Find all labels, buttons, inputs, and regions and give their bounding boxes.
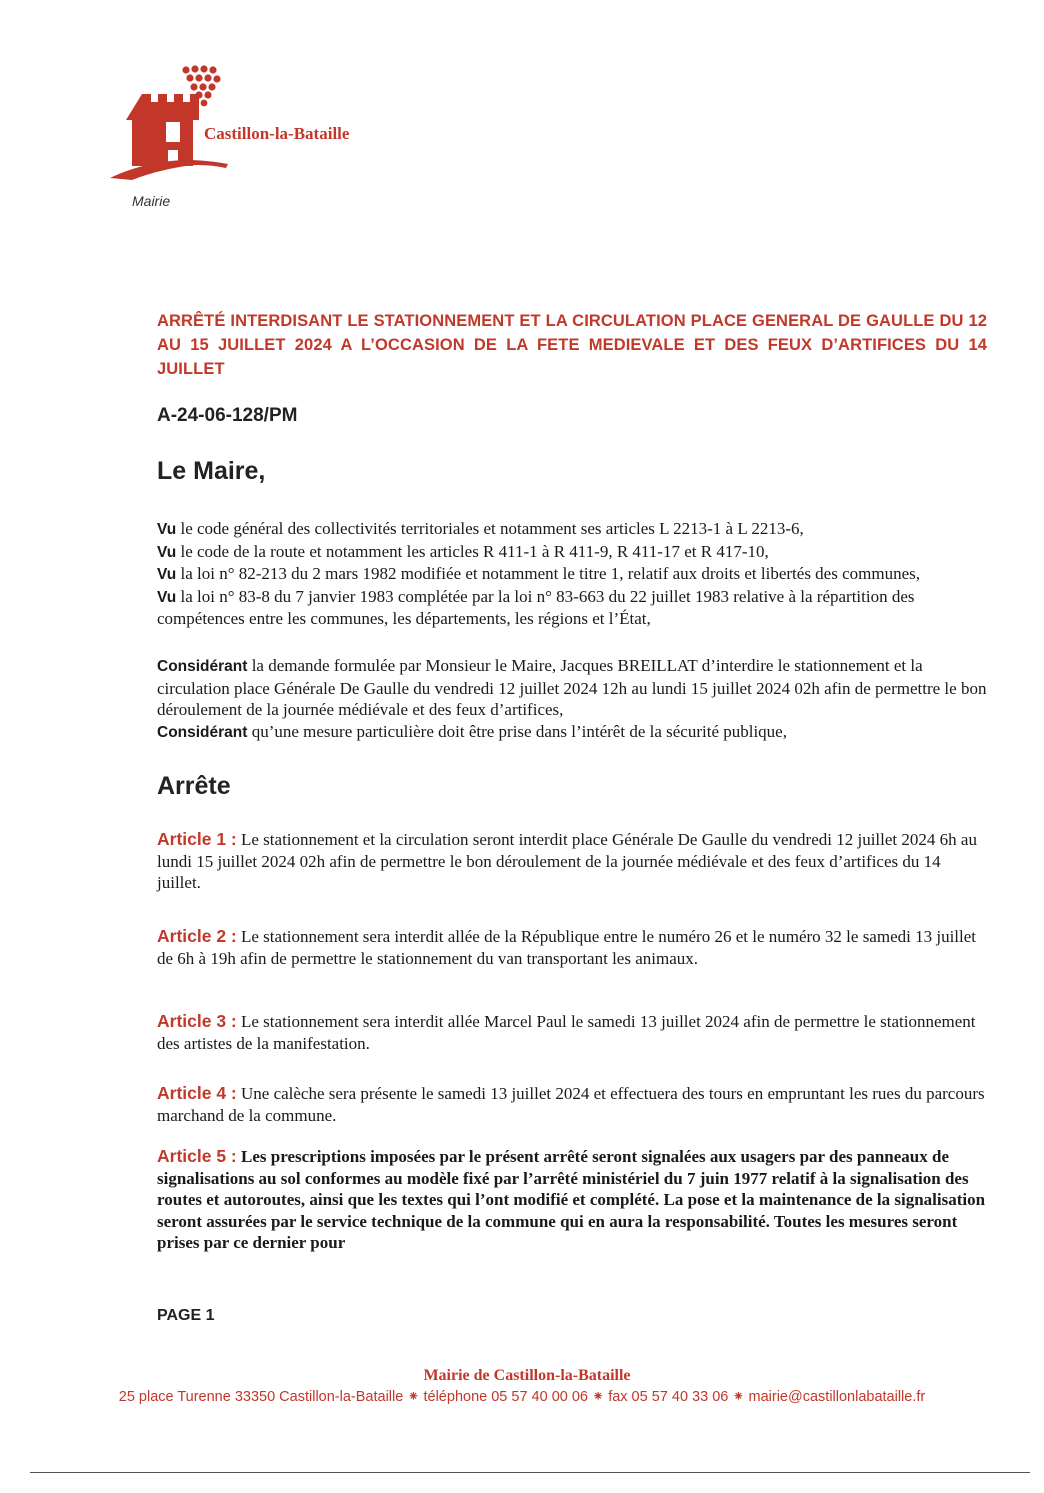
vu-block [157, 518, 987, 630]
considerant-text: la demande formulée par Monsieur le Maire, Jacques BREILLAT d’interdire le stationnement et la circulation place Générale De Gaulle du vendredi 12 juillet 2024 12h au lundi 15 juillet 2024 02h afin de permettre le bon déroulement de la journée médiévale et des feux d’artifices, [157, 656, 987, 719]
considerant-item [157, 655, 987, 721]
article-3 [157, 1011, 987, 1054]
article-text: Une calèche sera présente le samedi 13 juillet 2024 et effectuera des tours en empruntant les rues du parcours marchand de la commune. [157, 1084, 985, 1125]
vu-text: le code général des collectivités territoriales et notamment ses articles L 2213-1 à L 2213-6, [176, 519, 804, 538]
vu-keyword: Vu [157, 521, 177, 538]
vu-text: la loi n° 82-213 du 2 mars 1982 modifiée et notamment le titre 1, relatif aux droits et libertés des communes, [176, 564, 920, 583]
article-text: Les prescriptions imposées par le présent arrêté seront signalées aux usagers par des panneaux de signalisations au sol conformes au modèle fixé par l’arrêté ministériel du 7 juin 1977 relatif à la signalisation des routes et autoroutes, ainsi que les textes qui l’ont modifié et complété. La pose et la maintenance de la signalisation seront assurées par le service technique de la commune qui en aura la responsabilité. Toutes les mesures seront prises par ce dernier pour [157, 1147, 986, 1252]
vu-item [157, 563, 987, 586]
article-5 [157, 1146, 987, 1254]
logo-name: Castillon-la-Bataille [204, 124, 350, 143]
article-label: Article 1 : [157, 829, 237, 849]
considerant-block [157, 655, 987, 743]
document-reference: A-24-06-128/PM [157, 405, 298, 426]
vu-text: le code de la route et notamment les articles R 411-1 à R 411-9, R 411-17 et R 417-10, [176, 541, 769, 561]
vu-keyword: Vu [157, 566, 177, 583]
document-title: ARRÊTÉ INTERDISANT LE STATIONNEMENT ET LA CIRCULATION PLACE GENERAL DE GAULLE DU 12 AU 15 JUILLET 2024 A L’OCCASION DE LA FETE MEDIEVALE ET DES FEUX D’ARTIFICES DU 14 JUILLET [157, 312, 987, 378]
article-1 [157, 829, 987, 894]
article-text: Le stationnement sera interdit allée de la République entre le numéro 26 et le numéro 32 le samedi 13 juillet de 6h à 19h afin de permettre le stationnement du van transportant les animaux. [157, 927, 977, 968]
footer-divider [30, 1472, 1030, 1473]
tower-icon [126, 94, 199, 166]
footer-name: Mairie de Castillon-la-Bataille [423, 1367, 631, 1384]
article-2 [157, 926, 987, 969]
grapes-icon [182, 65, 220, 106]
heading-maire: Le Maire, [157, 457, 266, 485]
footer-address: 25 place Turenne 33350 Castillon-la-Bataille ⁕ téléphone 05 57 40 00 06 ⁕ fax 05 57 40 33 06 ⁕ mairie@castillonlabataille.fr [118, 1389, 926, 1405]
considerant-keyword: Considérant [157, 658, 248, 675]
considerant-item [157, 721, 987, 744]
page-number: PAGE 1 [157, 1307, 215, 1324]
article-text: Le stationnement sera interdit allée Marcel Paul le samedi 13 juillet 2024 afin de permettre le stationnement des artistes de la manifestation. [157, 1012, 976, 1053]
vu-item [157, 586, 987, 630]
vu-keyword: Vu [157, 543, 177, 561]
article-label: Article 5 : [157, 1146, 237, 1166]
article-label: Article 4 : [157, 1083, 237, 1103]
vu-item [157, 541, 987, 564]
logo-subtitle: Mairie [132, 193, 171, 209]
article-label: Article 3 : [157, 1011, 237, 1031]
article-4 [157, 1083, 987, 1126]
vu-text: la loi n° 83-8 du 7 janvier 1983 complétée par la loi n° 83-663 du 22 juillet 1983 relative à la répartition des compétences entre les communes, les départements, les régions et l’État, [157, 586, 915, 628]
considerant-keyword: Considérant [157, 723, 248, 741]
considerant-text: qu’une mesure particulière doit être prise dans l’intérêt de la sécurité publique, [247, 721, 787, 741]
article-text: Le stationnement et la circulation seront interdit place Générale De Gaulle du vendredi 12 juillet 2024 6h au lundi 15 juillet 2024 02h afin de permettre le bon déroulement de la journée médiévale et des feux d’artifices du 14 juillet. [157, 830, 977, 892]
heading-arrete: Arrête [157, 772, 231, 800]
vu-item [157, 518, 987, 541]
article-label: Article 2 : [157, 926, 237, 946]
vu-keyword: Vu [157, 588, 177, 606]
